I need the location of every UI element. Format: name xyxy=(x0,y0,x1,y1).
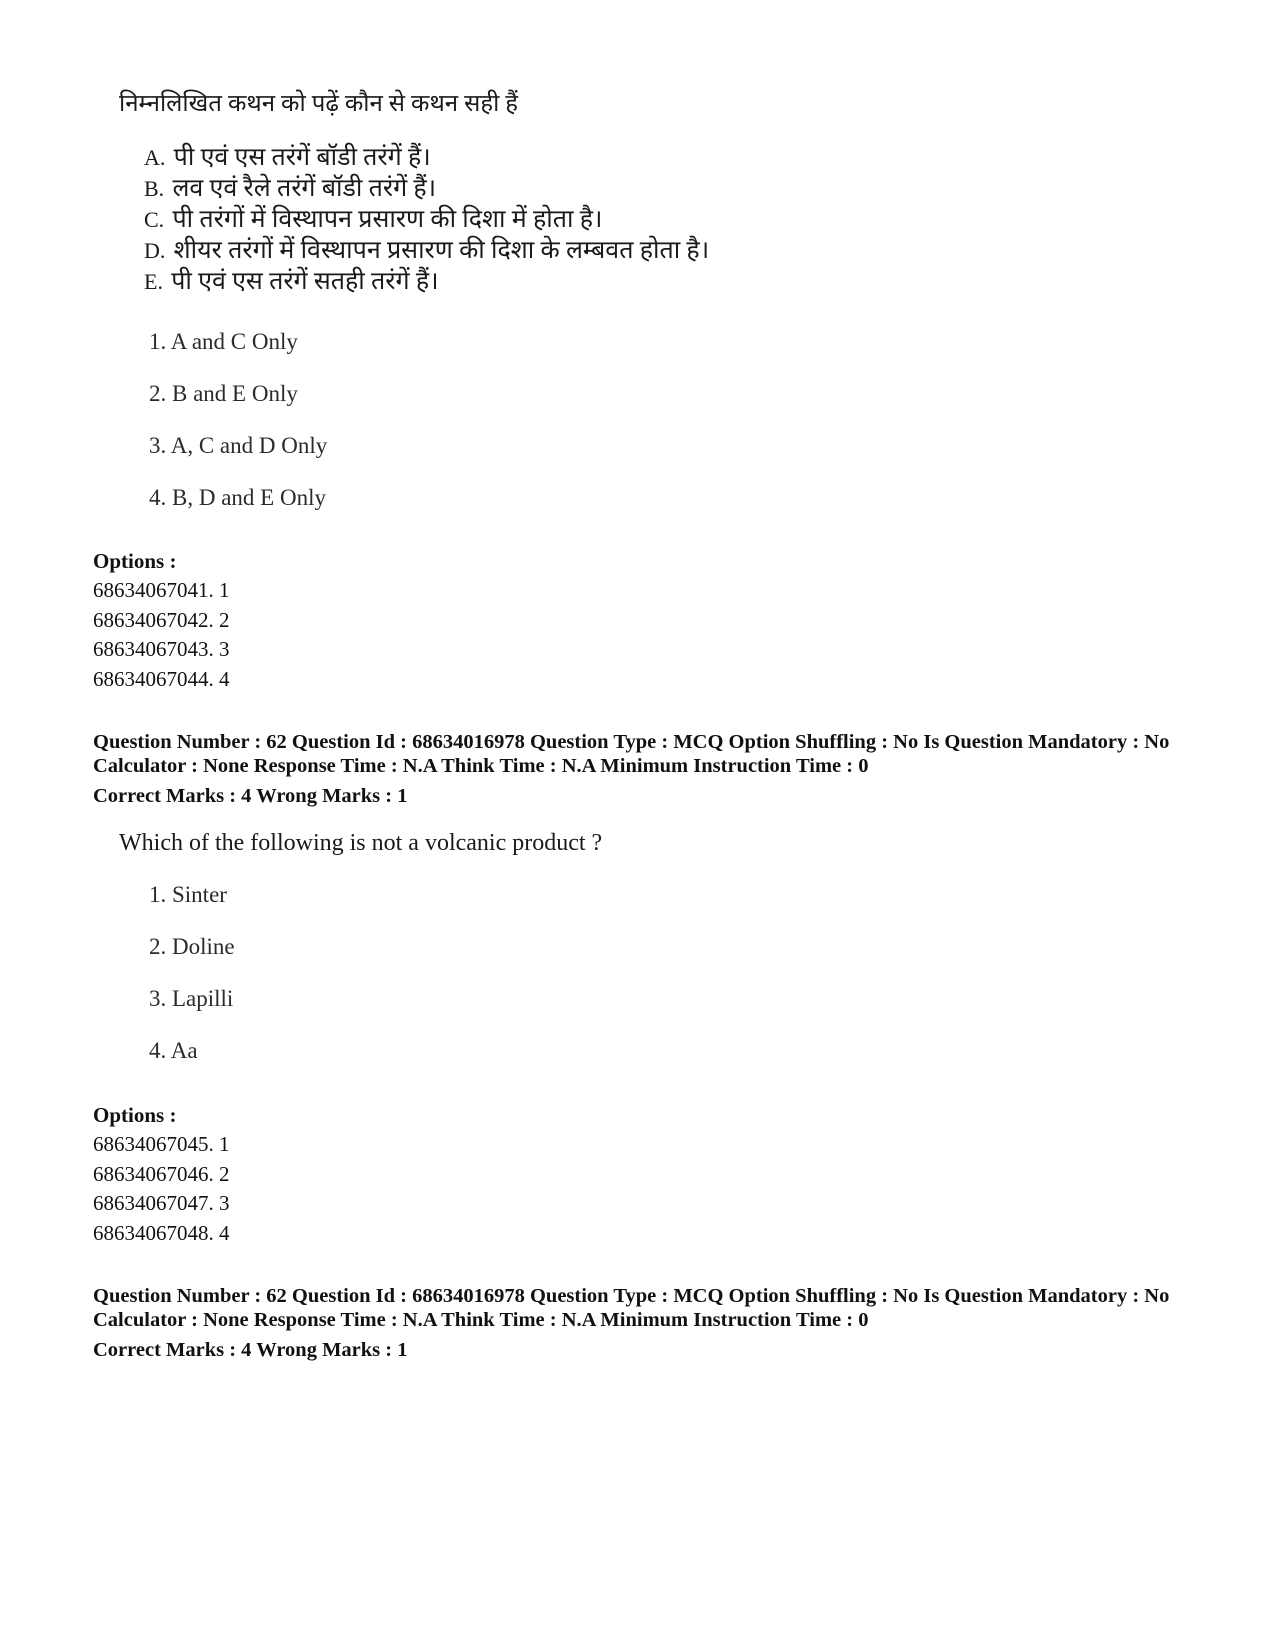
statement-c: C. पी तरंगों में विस्थापन प्रसारण की दिशा में होता है। xyxy=(144,206,603,233)
choice-2: 2. Doline xyxy=(149,934,235,959)
choice-4: 4. Aa xyxy=(149,1038,198,1063)
option-row: 68634067045. 1 xyxy=(93,1132,230,1156)
option-row: 68634067042. 2 xyxy=(93,607,230,632)
choice-1: 1. A and C Only xyxy=(149,329,298,354)
statement-list xyxy=(144,142,709,297)
option-row: 68634067044. 4 xyxy=(93,666,230,691)
options-block-1 xyxy=(93,546,230,694)
question-marks: Correct Marks : 4 Wrong Marks : 1 xyxy=(93,1339,408,1361)
option-row: 68634067046. 2 xyxy=(93,1161,230,1186)
question-marks: Correct Marks : 4 Wrong Marks : 1 xyxy=(93,785,408,807)
statement-a: A. पी एवं एस तरंगें बॉडी तरंगें हैं। xyxy=(144,144,431,171)
options-title: Options : xyxy=(93,1103,177,1127)
choice-2: 2. B and E Only xyxy=(149,381,298,406)
choice-4: 4. B, D and E Only xyxy=(149,485,326,510)
choice-3: 3. Lapilli xyxy=(149,986,234,1011)
option-row: 68634067041. 1 xyxy=(93,578,230,602)
option-row: 68634067048. 4 xyxy=(93,1220,230,1245)
options-title: Options : xyxy=(93,549,177,573)
question-meta: Question Number : 62 Question Id : 68634016978 Question Type : MCQ Option Shuffling : No Is Question Mandatory : No Calculator : None Response Time : N.A Think Time : N.A Minimum Instruction Time : 0 xyxy=(93,1285,1170,1331)
statement-e: E. पी एवं एस तरंगें सतही तरंगें हैं। xyxy=(144,268,439,295)
choice-3: 3. A, C and D Only xyxy=(149,433,328,458)
statement-b: B. लव एवं रैले तरंगें बॉडी तरंगें हैं। xyxy=(144,175,437,202)
statement-d: D. शीयर तरंगों में विस्थापन प्रसारण की दिशा के लम्बवत होता है। xyxy=(144,237,710,264)
question-meta: Question Number : 62 Question Id : 68634016978 Question Type : MCQ Option Shuffling : No Is Question Mandatory : No Calculator : None Response Time : N.A Think Time : N.A Minimum Instruction Time : 0 xyxy=(93,731,1170,777)
options-block-2 xyxy=(93,1100,230,1248)
question-stem-hindi: निम्नलिखित कथन को पढ़ें कौन से कथन सही हैं xyxy=(119,91,519,117)
choice-1: 1. Sinter xyxy=(149,882,227,907)
option-row: 68634067047. 3 xyxy=(93,1191,230,1215)
question-stem: Which of the following is not a volcanic product ? xyxy=(119,830,603,856)
option-row: 68634067043. 3 xyxy=(93,637,230,661)
